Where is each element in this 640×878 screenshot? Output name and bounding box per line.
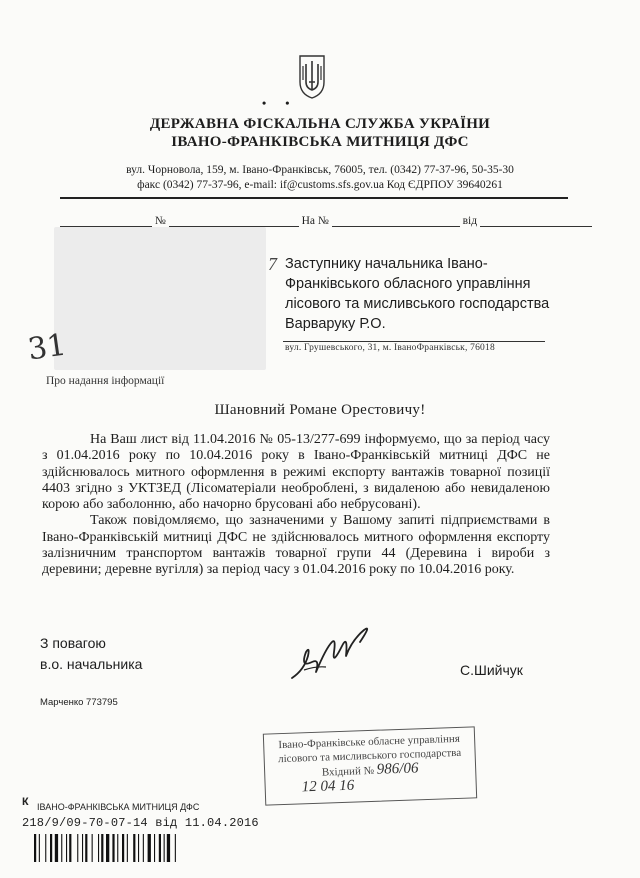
stamp-incoming-label: Вхідний №: [321, 764, 375, 779]
barcode-bar: [127, 834, 128, 862]
stamp-line1: Івано-Франківське обласне управління: [278, 732, 461, 752]
margin-note-number: 31: [25, 327, 69, 368]
barcode-bar: [117, 834, 118, 862]
closing-regards: З повагою: [40, 635, 106, 651]
barcode-bar: [55, 834, 58, 862]
barcode-bar: [82, 834, 83, 862]
header-divider: [60, 197, 568, 199]
margin-note-mark: 7: [268, 254, 277, 274]
reply-number-blank: [332, 214, 460, 227]
reply-date-label: від: [462, 215, 478, 227]
incoming-stamp: [263, 726, 477, 805]
barcode-bar: [106, 834, 109, 862]
barcode-bar: [122, 834, 124, 862]
recipient-divider: [283, 341, 545, 342]
barcode-bar: [138, 834, 139, 862]
barcode-bar: [159, 834, 161, 862]
barcode-bar: [112, 834, 114, 862]
letter-subject: Про надання інформації: [46, 375, 165, 387]
org-name-line1: ДЕРЖАВНА ФІСКАЛЬНА СЛУЖБА УКРАЇНИ: [149, 116, 491, 132]
stamp-line2: лісового та мисливського господарства: [277, 746, 462, 766]
signer-position: в.о. начальника: [40, 656, 143, 672]
registration-block: [22, 797, 259, 830]
barcode-bar: [50, 834, 52, 862]
body-paragraph-1: На Ваш лист від 11.04.2016 № 05-13/277-699 інформуємо, що за період часу з 01.04.2016 року по 10.04.2016 року в Івано-Франківській митниці ДФС не здійснювалось митного оформлення в режимі експорту вантажів товарної позиції 4403 згідно з УКТЗЕД (Лісоматеріали необроблені, з видаленою або невидаленою корою або заболонню, або начорно брусовані або небрусовані).: [42, 432, 550, 513]
recipient-line3: лісового та мисливського господарства: [285, 296, 550, 312]
registration-number: 218/9/09-70-07-14 від 11.04.2016: [22, 816, 259, 830]
barcode: [34, 834, 212, 862]
recipient-address: вул. Грушевського, 31, м. ІваноФранківськ, 76018: [285, 343, 495, 353]
letter-body: [42, 432, 550, 579]
handwritten-signature: [286, 612, 406, 690]
stamp-date: 12 04 16: [301, 777, 355, 796]
barcode-bar: [101, 834, 103, 862]
executor-info: Марченко 773795: [40, 697, 118, 708]
barcode-bar: [98, 834, 99, 862]
barcode-bar: [154, 834, 155, 862]
outgoing-date-blank: [60, 214, 152, 227]
barcode-bar: [61, 834, 62, 862]
barcode-bar: [77, 834, 78, 862]
recipient-name: Варваруку Р.О.: [285, 316, 386, 332]
org-address-line1: вул. Чорновола, 159, м. Івано-Франківськ, 76005, тел. (0342) 77-37-96, 50-35-30: [126, 164, 514, 176]
coat-of-arms-icon: [296, 52, 328, 100]
barcode-bar: [143, 834, 144, 862]
signer-name: С.Шийчук: [460, 662, 523, 678]
reply-to-label: На №: [301, 215, 329, 227]
reg-no-label: №: [154, 215, 166, 227]
salutation: Шановний Романе Орестовичу!: [214, 402, 426, 418]
body-paragraph-2: Також повідомляємо, що зазначеними у Вашому запиті підприємствами в Івано-Франківській митниці ДФС не здійснювалось митного оформлення експорту залізничним транспортом вантажів товарної групи 44 (Деревина і вироби з деревини; деревне вугілля) за період часу з 01.04.2016 року по 10.04.2016 року.: [42, 513, 550, 578]
barcode-bar: [167, 834, 170, 862]
barcode-bar: [34, 834, 36, 862]
org-name-line2: ІВАНО-ФРАНКІВСЬКА МИТНИЦЯ ДФС: [171, 134, 469, 150]
barcode-bar: [148, 834, 151, 862]
barcode-bar: [66, 834, 67, 862]
registration-line: [60, 214, 592, 227]
barcode-bar: [133, 834, 135, 862]
reply-date-blank: [480, 214, 592, 227]
barcode-bar: [69, 834, 71, 862]
decorative-dots: • •: [262, 96, 298, 110]
registration-office: ІВАНО-ФРАНКІВСЬКА МИТНИЦЯ ДФС: [37, 802, 200, 812]
recipient-line1: Заступнику начальника Івано-: [285, 256, 488, 272]
org-address-line2: факс (0342) 77-37-96, e-mail: if@customs.sfs.gov.ua Код ЄДРПОУ 39640261: [137, 179, 503, 191]
stamp-incoming-number: 986/06: [376, 760, 419, 778]
recipient-line2: Франківського обласного управління: [285, 276, 531, 292]
barcode-bar: [175, 834, 176, 862]
redacted-area: [54, 227, 266, 370]
closing-block: [40, 633, 142, 675]
registration-letter: К: [22, 797, 29, 809]
barcode-bar: [39, 834, 40, 862]
barcode-bar: [45, 834, 46, 862]
barcode-bar: [92, 834, 93, 862]
barcode-bar: [164, 834, 165, 862]
barcode-bar: [85, 834, 87, 862]
outgoing-number-blank: [169, 214, 299, 227]
